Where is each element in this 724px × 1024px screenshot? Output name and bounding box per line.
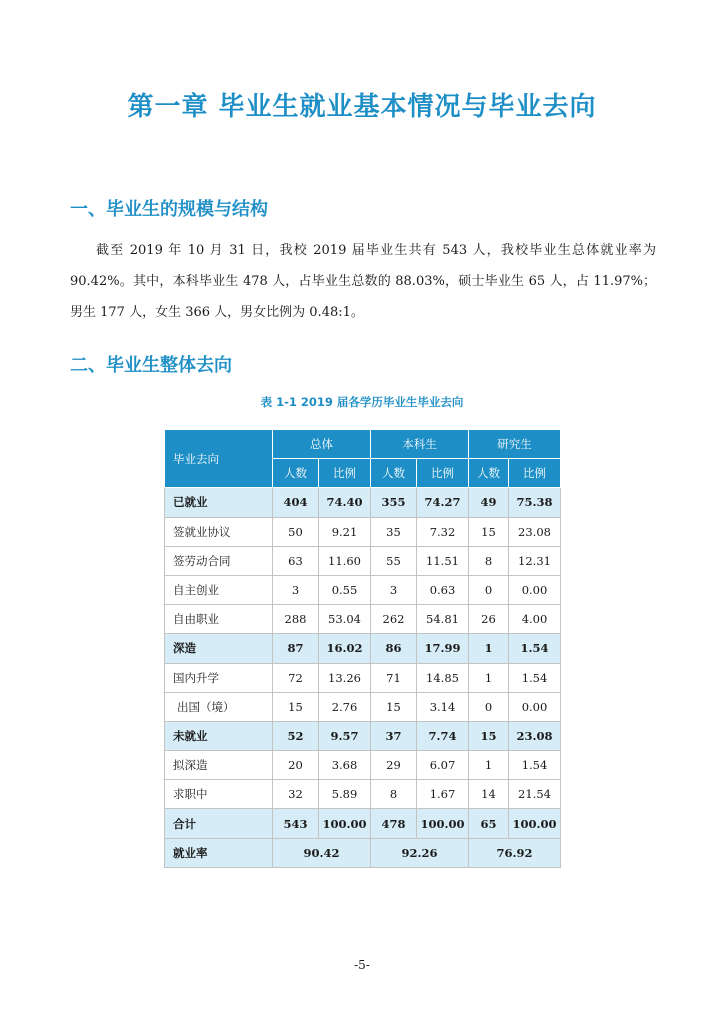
cell-count: 50 <box>273 517 319 546</box>
table-body <box>165 488 561 867</box>
row-label: 合计 <box>165 809 273 838</box>
cell-count: 543 <box>273 809 319 838</box>
cell-count: 0 <box>469 692 509 721</box>
chapter-title: 第一章 毕业生就业基本情况与毕业去向 <box>127 92 597 122</box>
table-row <box>165 809 561 838</box>
table-row <box>165 780 561 809</box>
cell-ratio: 100.00 <box>417 809 469 838</box>
table-subheader-ratio: 比例 <box>319 459 371 488</box>
cell-count: 262 <box>371 605 417 634</box>
table-row-employment-rate <box>165 838 561 867</box>
cell-ratio: 75.38 <box>509 488 561 517</box>
cell-ratio: 23.08 <box>509 517 561 546</box>
cell-ratio: 2.76 <box>319 692 371 721</box>
table-header-group-undergrad: 本科生 <box>371 430 469 459</box>
cell-ratio: 3.68 <box>319 751 371 780</box>
cell-ratio: 100.00 <box>319 809 371 838</box>
row-label: 自由职业 <box>165 605 273 634</box>
cell-count: 288 <box>273 605 319 634</box>
cell-count: 37 <box>371 721 417 750</box>
cell-employment-rate: 76.92 <box>469 838 561 867</box>
cell-count: 35 <box>371 517 417 546</box>
table-header-destination: 毕业去向 <box>165 430 273 488</box>
row-label: 签劳动合同 <box>165 546 273 575</box>
row-label: 深造 <box>165 634 273 663</box>
row-label: 自主创业 <box>165 575 273 604</box>
cell-ratio: 9.57 <box>319 721 371 750</box>
cell-count: 26 <box>469 605 509 634</box>
cell-count: 15 <box>371 692 417 721</box>
table-row <box>165 517 561 546</box>
cell-count: 86 <box>371 634 417 663</box>
cell-ratio: 0.55 <box>319 575 371 604</box>
row-label: 已就业 <box>165 488 273 517</box>
cell-ratio: 1.54 <box>509 663 561 692</box>
section-heading-overall-destination: 二、毕业生整体去向 <box>70 355 232 376</box>
cell-ratio: 6.07 <box>417 751 469 780</box>
cell-ratio: 0.00 <box>509 575 561 604</box>
table-row <box>165 663 561 692</box>
cell-count: 71 <box>371 663 417 692</box>
cell-count: 3 <box>371 575 417 604</box>
cell-ratio: 4.00 <box>509 605 561 634</box>
cell-ratio: 5.89 <box>319 780 371 809</box>
cell-ratio: 54.81 <box>417 605 469 634</box>
cell-count: 404 <box>273 488 319 517</box>
cell-ratio: 74.40 <box>319 488 371 517</box>
cell-ratio: 1.54 <box>509 751 561 780</box>
table-row <box>165 575 561 604</box>
table-row <box>165 751 561 780</box>
page-number: -5- <box>354 958 370 972</box>
cell-count: 52 <box>273 721 319 750</box>
cell-ratio: 17.99 <box>417 634 469 663</box>
table-row <box>165 634 561 663</box>
table-subheader-count: 人数 <box>273 459 319 488</box>
cell-count: 1 <box>469 751 509 780</box>
cell-employment-rate: 92.26 <box>371 838 469 867</box>
cell-employment-rate: 90.42 <box>273 838 371 867</box>
cell-ratio: 11.51 <box>417 546 469 575</box>
cell-ratio: 3.14 <box>417 692 469 721</box>
cell-count: 8 <box>469 546 509 575</box>
table-row <box>165 605 561 634</box>
table-header-group-graduate: 研究生 <box>469 430 561 459</box>
cell-ratio: 12.31 <box>509 546 561 575</box>
table-caption: 表 1-1 2019 届各学历毕业生毕业去向 <box>260 395 464 409</box>
cell-ratio: 53.04 <box>319 605 371 634</box>
cell-ratio: 0.63 <box>417 575 469 604</box>
cell-count: 55 <box>371 546 417 575</box>
cell-count: 65 <box>469 809 509 838</box>
cell-count: 478 <box>371 809 417 838</box>
row-label: 未就业 <box>165 721 273 750</box>
table-row <box>165 488 561 517</box>
cell-ratio: 13.26 <box>319 663 371 692</box>
cell-ratio: 14.85 <box>417 663 469 692</box>
cell-count: 63 <box>273 546 319 575</box>
cell-ratio: 21.54 <box>509 780 561 809</box>
table-row <box>165 692 561 721</box>
table-subheader-count: 人数 <box>371 459 417 488</box>
cell-ratio: 11.60 <box>319 546 371 575</box>
cell-count: 29 <box>371 751 417 780</box>
cell-ratio: 100.00 <box>509 809 561 838</box>
row-label: 出国（境） <box>165 692 273 721</box>
cell-count: 1 <box>469 634 509 663</box>
cell-count: 14 <box>469 780 509 809</box>
cell-count: 49 <box>469 488 509 517</box>
row-label: 国内升学 <box>165 663 273 692</box>
cell-ratio: 1.67 <box>417 780 469 809</box>
cell-count: 0 <box>469 575 509 604</box>
cell-ratio: 16.02 <box>319 634 371 663</box>
cell-ratio: 74.27 <box>417 488 469 517</box>
table-subheader-ratio: 比例 <box>509 459 561 488</box>
cell-count: 20 <box>273 751 319 780</box>
cell-count: 355 <box>371 488 417 517</box>
cell-count: 1 <box>469 663 509 692</box>
table-row <box>165 546 561 575</box>
row-label: 拟深造 <box>165 751 273 780</box>
cell-count: 8 <box>371 780 417 809</box>
cell-ratio: 0.00 <box>509 692 561 721</box>
cell-ratio: 9.21 <box>319 517 371 546</box>
cell-count: 32 <box>273 780 319 809</box>
destination-table <box>164 429 561 868</box>
row-label: 求职中 <box>165 780 273 809</box>
row-label: 签就业协议 <box>165 517 273 546</box>
table-subheader-ratio: 比例 <box>417 459 469 488</box>
cell-ratio: 7.74 <box>417 721 469 750</box>
cell-ratio: 7.32 <box>417 517 469 546</box>
paragraph-scale-structure: 截至 2019 年 10 月 31 日，我校 2019 届毕业生共有 543 人，我校毕业生总体就业率为 90.42%。其中，本科毕业生 478 人，占毕业生总数的 88.03%，硕士毕业生 65 人，占 11.97%；男生 177 人，女生 366 人，男女比例为 0.48:1。 <box>70 243 656 320</box>
cell-count: 15 <box>273 692 319 721</box>
cell-count: 87 <box>273 634 319 663</box>
cell-ratio: 23.08 <box>509 721 561 750</box>
cell-count: 3 <box>273 575 319 604</box>
table-header-group-overall: 总体 <box>273 430 371 459</box>
table-subheader-count: 人数 <box>469 459 509 488</box>
section-heading-scale-structure: 一、毕业生的规模与结构 <box>70 199 268 220</box>
cell-count: 72 <box>273 663 319 692</box>
cell-count: 15 <box>469 721 509 750</box>
cell-count: 15 <box>469 517 509 546</box>
table-row <box>165 721 561 750</box>
cell-ratio: 1.54 <box>509 634 561 663</box>
row-label: 就业率 <box>165 838 273 867</box>
